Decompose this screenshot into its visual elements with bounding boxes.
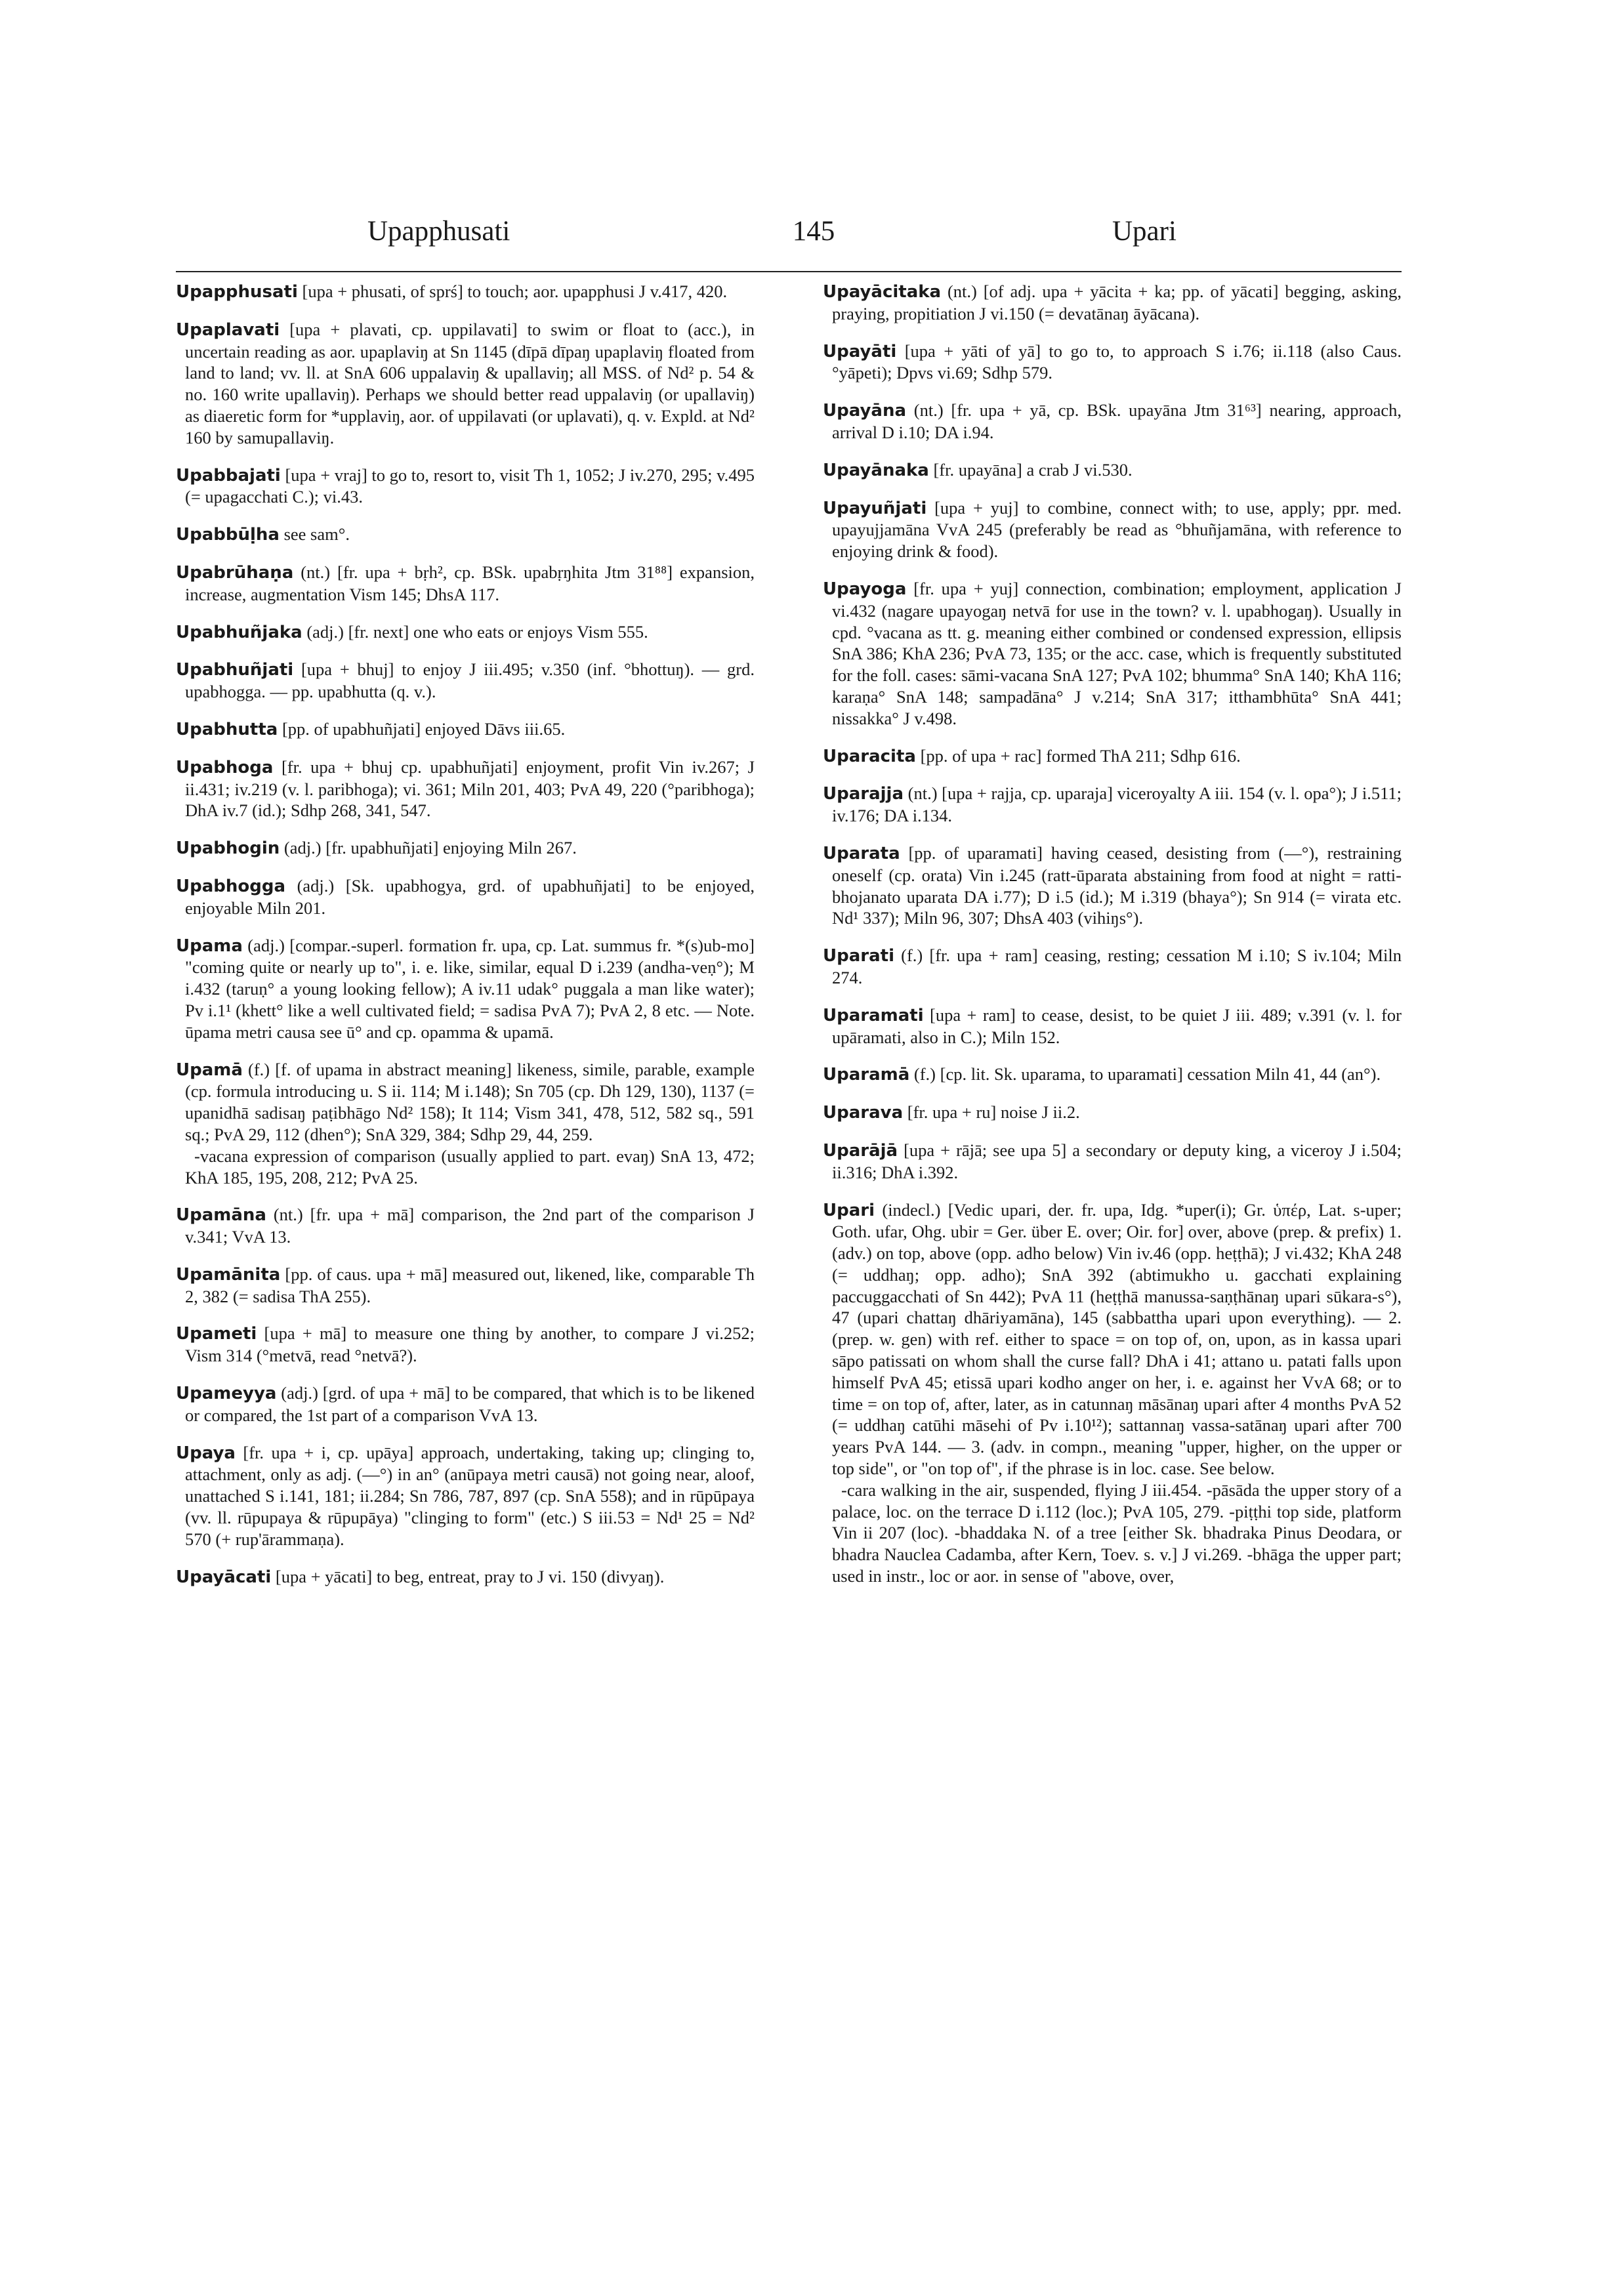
dictionary-entry [176, 524, 755, 546]
entry-headword: Uparajja [823, 784, 904, 804]
entry-definition: (nt.) [upa + rajja, cp. uparaja] viceroyalty A iii. 154 (v. l. opa°); J i.511; iv.176; DA i.134. [832, 783, 1402, 826]
entry-headword: Upamānita [176, 1264, 281, 1285]
dictionary-entry [176, 621, 755, 644]
entry-headword: Upaplavati [176, 320, 280, 340]
dictionary-entry [823, 945, 1402, 989]
header-rule [176, 271, 1402, 272]
entry-definition: [fr. upa + yuj] connection, combination; employment, application J vi.432 (nagare upayogaŋ netvā for use in the town? v. l. upabhogaŋ). Usually in cpd. °vacana as tt. g. meaning either combined or condensed expression, ellipsis SnA 386; KhA 236; PvA 73, 135; or the acc. case, which is frequently substituted for the foll. cases: sāmi-vacana SnA 127; PvA 102; bhumma° SnA 140; KhA 116; karaṇa° SnA 148; sampadāna° J v.214; SnA 317; itthambhūta° SnA 441; nissakka° J v.498. [832, 578, 1402, 728]
entry-definition: [upa + plavati, cp. uppilavati] to swim or float to (acc.), in uncertain reading as aor. upaplaviŋ at Sn 1145 (dīpā dīpaŋ upaplaviŋ floated from land to land; vv. ll. at SnA 606 uppalaviŋ & upallaviŋ; all MSS. of Nd² p. 54 & no. 160 write upallaviŋ). Perhaps we should better read uppalaviŋ (or upallaviŋ) as diaeretic form for *upplaviŋ, aor. of uppilavati (or uplavati), q. v. Expld. at Nd² 160 by samupallaviŋ. [185, 319, 755, 447]
entry-gap [823, 827, 1402, 842]
entry-headword: Upabbūḷha [176, 525, 280, 545]
entry-headword: Upabhogin [176, 838, 280, 859]
entry-headword: Upabhutta [176, 719, 278, 739]
page-number: 145 [792, 216, 835, 247]
entry-headword: Uparamā [823, 1065, 910, 1085]
dictionary-entry [823, 1004, 1402, 1048]
right-column [823, 281, 1402, 1587]
entry-headword: Uparacita [823, 746, 916, 766]
entry-definition: [upa + yācati] to beg, entreat, pray to J vi. 150 (divyaŋ). [271, 1566, 665, 1586]
entry-headword: Upayācati [176, 1567, 272, 1587]
entry-headword: Uparamati [823, 1005, 924, 1025]
entry-definition: see sam°. [279, 524, 350, 545]
entry-definition: [pp. of caus. upa + mā] measured out, likened, like, comparable Th 2, 382 (= sadisa ThA 255). [185, 1264, 755, 1306]
entry-headword: Upayācitaka [823, 282, 942, 302]
entry-headword: Upayuñjati [823, 498, 927, 518]
running-header-left: Upapphusati [367, 216, 510, 247]
entry-gap [176, 859, 755, 875]
entry-gap [823, 1184, 1402, 1199]
dictionary-entry [176, 935, 755, 1043]
dictionary-entry [176, 1382, 755, 1426]
entry-definition: [upa + ram] to cease, desist, to be quiet J iii. 489; v.391 (v. l. for upāramati, also in C.); Miln 152. [832, 1004, 1402, 1047]
entry-definition: (indecl.) [Vedic upari, der. fr. upa, Idg. *uper(i); Gr. ὑπέρ, Lat. s-uper; Goth. ufar, Ohg. ubir = Ger. über E. over; Oir. for] over, above (prep. & prefix) 1. (adv.) on top, above (opp. adho below) Vin iv.46 (opp. heṭṭhā); J vi.432; KhA 248 (= uddhaŋ; opp. adho); SnA 392 (abtimukho u. gacchati explaining paccuggacchati of Sn 442); PvA 11 (heṭṭhā manussa-saṇṭhānaŋ upari sūkara-s°), 47 (upari chattaŋ dhāriyamāna), 145 (sabbattha upari upon everything). — 2. (prep. w. gen) with ref. either to space = on top of, on, upon, as in kassa upari sāpo patissati on whom shall the curse fall? DhA i 41; attano u. patati falls upon himself PvA 45; etissā upari kodho anger on her, i. e. against her VvA 68; or to time = on top of, after, later, as in catunnaŋ māsānaŋ upari after 4 months PvA 52 (= uddhaŋ catūhi māsehi of Pv i.10¹²); sattannaŋ vassa-satānaŋ upari after 700 years PvA 144. — 3. (adv. in compn., meaning "upper, higher, on the upper or top side", or "on top of", if the phrase is in loc. case. See below. [832, 1199, 1402, 1479]
entry-gap [176, 1367, 755, 1382]
entry-headword: Upaya [176, 1443, 236, 1463]
entry-gap [176, 1426, 755, 1442]
entry-definition: [upa + phusati, of sprś] to touch; aor. upapphusi J v.417, 420. [297, 281, 728, 301]
dictionary-entry [176, 718, 755, 741]
entry-gap [176, 449, 755, 465]
dictionary-entry [823, 497, 1402, 562]
dictionary-entry [176, 837, 755, 859]
entry-headword: Uparājā [823, 1140, 898, 1161]
entry-definition: [upa + mā] to measure one thing by another, to compare J vi.252; Vism 314 (°metvā, read °netvā?). [185, 1323, 755, 1366]
entry-headword: Upameyya [176, 1384, 277, 1404]
entry-definition: [fr. upa + ru] noise J ii.2. [903, 1102, 1080, 1123]
entry-gap [176, 1248, 755, 1264]
dictionary-entry [176, 1264, 755, 1308]
dictionary-entry [176, 875, 755, 919]
dictionary-entry [176, 1059, 755, 1146]
dictionary-entry [176, 659, 755, 703]
dictionary-entry [176, 562, 755, 606]
entry-compounds: -cara walking in the air, suspended, flying J iii.454. -pāsāda the upper story of a palace, loc. on the terrace D i.112 (loc.); PvA 105, 279. -piṭṭhi top side, platform Vin ii 207 (loc). -bhaddaka N. of a tree [either Sk. bhadraka Pinus Deodara, or bhadra Nauclea Cadamba, after Kern, Toev. s. v.] J vi.269. -bhāga the upper part; used in instr., loc or aor. in sense of "above, over, [832, 1479, 1402, 1586]
entry-definition: [upa + yuj] to combine, connect with; to use, apply; ppr. med. upayujjamāna VvA 245 (preferably be read as °bhuñjamāna, with reference to enjoying drink & food). [832, 497, 1402, 562]
entry-headword: Upabrūhaṇa [176, 562, 294, 583]
entry-headword: Upameti [176, 1324, 257, 1344]
entry-gap [176, 703, 755, 718]
running-header-right: Upari [1112, 216, 1176, 247]
entry-gap [176, 741, 755, 756]
dictionary-entry [823, 341, 1402, 384]
entry-definition: [pp. of upa + rac] formed ThA 211; Sdhp 616. [915, 745, 1241, 766]
dictionary-entry [176, 319, 755, 449]
entry-definition: (f.) [f. of upama in abstract meaning] likeness, simile, parable, example (cp. formula introducing u. S ii. 114; M i.148); Sn 705 (cp. Dh 129, 130), 1137 (= upanidhā sadisaŋ paṭibhāgo Nd² 158); It 114; Vism 341, 478, 512, 582 sq., 591 sq.; PvA 29, 112 (dhen°); SnA 329, 384; Sdhp 29, 44, 259. [185, 1059, 755, 1144]
entry-definition: [upa + rājā; see upa 5] a secondary or deputy king, a viceroy J i.504; ii.316; DhA i.392. [832, 1140, 1402, 1182]
entry-gap [176, 606, 755, 621]
entry-gap [823, 730, 1402, 745]
entry-gap [823, 562, 1402, 578]
entry-gap [176, 508, 755, 524]
entry-headword: Upayoga [823, 579, 907, 599]
entry-gap [823, 767, 1402, 783]
entry-gap [176, 1188, 755, 1204]
entry-gap [823, 929, 1402, 945]
dictionary-entry [823, 400, 1402, 444]
dictionary-entry [176, 465, 755, 508]
dictionary-entry [176, 281, 755, 303]
entry-gap [823, 482, 1402, 497]
dictionary-entry [176, 1442, 755, 1550]
dictionary-entry [823, 1199, 1402, 1479]
entry-headword: Upabhuñjati [176, 660, 294, 680]
entry-headword: Uparava [823, 1103, 904, 1123]
entry-gap [176, 821, 755, 837]
entry-definition: [pp. of uparamati] having ceased, desisting from (—°), restraining oneself (cp. orata) Vin i.245 (ratt-ūparata abstaining from food at night = ratti-bhojanato uparata DA i.77); D i.5 (id.); M i.319 (bhaya°); Sn 914 (= virata etc. Nd¹ 337); Miln 96, 307; DhsA 403 (vihiŋs°). [832, 842, 1402, 928]
dictionary-entry [823, 745, 1402, 768]
entry-gap [176, 1043, 755, 1059]
entry-gap [176, 919, 755, 935]
entry-definition: [fr. upa + i, cp. upāya] approach, undertaking, taking up; clinging to, attachment, only as adj. (—°) in an° (anūpaya metri causā) not going near, aloof, unattached S i.141, 181; ii.284; Sn 786, 787, 897 (cp. SnA 558); and in rūpūpaya (vv. ll. rūpupaya & rūpupāya) "clinging to form" (etc.) S iii.53 = Nd¹ 25 = Nd² 570 (+ rup'ārammaṇa). [185, 1442, 755, 1549]
dictionary-entry [823, 783, 1402, 827]
entry-gap [823, 1124, 1402, 1140]
dictionary-entry [176, 1566, 755, 1588]
entry-definition: (nt.) [fr. upa + bṛh², cp. BSk. upabṛŋhita Jtm 31⁸⁸] expansion, increase, augmentation Vism 145; DhsA 117. [185, 562, 755, 604]
entry-definition: (nt.) [fr. upa + mā] comparison, the 2nd part of the comparison J v.341; VvA 13. [185, 1205, 755, 1247]
dictionary-entry [823, 578, 1402, 730]
entry-gap [823, 444, 1402, 459]
entry-headword: Upamāna [176, 1205, 266, 1226]
entry-headword: Upama [176, 936, 243, 956]
entry-definition: (f.) [fr. upa + ram] ceasing, resting; cessation M i.10; S iv.104; Miln 274. [832, 945, 1402, 987]
entry-definition: [fr. upayāna] a crab J vi.530. [928, 459, 1133, 480]
dictionary-entry [176, 1204, 755, 1248]
entry-headword: Uparata [823, 843, 900, 863]
entry-gap [823, 989, 1402, 1004]
entry-headword: Upayānaka [823, 460, 929, 480]
dictionary-entry [823, 281, 1402, 325]
entry-headword: Upabbajati [176, 465, 281, 486]
entry-definition: [fr. upa + bhuj cp. upabhuñjati] enjoyment, profit Vin iv.267; J ii.431; iv.219 (v. l. paribhoga); vi. 361; Miln 201, 403; PvA 49, 220 (°paribhoga); DhA iv.7 (id.); Sdhp 268, 341, 547. [185, 756, 755, 821]
entry-headword: Upayāna [823, 401, 907, 421]
dictionary-entry [176, 1323, 755, 1367]
entry-gap [176, 303, 755, 319]
entry-definition: (adj.) [compar.-superl. formation fr. upa, cp. Lat. summus fr. *(s)ub-mo] "coming quite or nearly up to", i. e. like, similar, equal D i.239 (andha-veṇ°); M i.432 (taruṇ° a young looking fellow); A iv.11 udak° puggala a man like water); Pv i.1¹ (khett° like a well cultivated field; = sadisa PvA 7); PvA 2, 8 etc. — Note. ūpama metri causa see ū° and cp. opamma & upamā. [185, 935, 755, 1042]
entry-headword: Upayāti [823, 341, 897, 362]
entry-headword: Upabhuñjaka [176, 622, 302, 642]
entry-headword: Upari [823, 1200, 875, 1220]
entry-gap [176, 1307, 755, 1323]
entry-headword: Upabhoga [176, 757, 274, 777]
dictionary-entry [823, 1102, 1402, 1124]
entry-headword: Uparati [823, 946, 894, 966]
entry-definition: (nt.) [of adj. upa + yācita + ka; pp. of yācati] begging, asking, praying, propitiation J vi.150 (= devatānaŋ āyācana). [832, 281, 1402, 323]
dictionary-entry [823, 1140, 1402, 1184]
entry-gap [176, 643, 755, 659]
entry-definition: (adj.) [grd. of upa + mā] to be compared, that which is to be likened or compared, the 1st part of a comparison VvA 13. [185, 1383, 755, 1425]
left-column [176, 281, 755, 1588]
entry-definition: [upa + vraj] to go to, resort to, visit Th 1, 1052; J iv.270, 295; v.495 (= upagacchati C.); vi.43. [185, 465, 755, 507]
dictionary-entry [823, 1064, 1402, 1086]
entry-definition: [upa + bhuj] to enjoy J iii.495; v.350 (inf. °bhottuŋ). — grd. upabhogga. — pp. upabhutta (q. v.). [185, 659, 755, 702]
entry-definition: [pp. of upabhuñjati] enjoyed Dāvs iii.65. [278, 718, 566, 739]
entry-definition: (adj.) [fr. upabhuñjati] enjoying Miln 267. [280, 838, 577, 858]
entry-definition: [upa + yāti of yā] to go to, to approach S i.76; ii.118 (also Caus. °yāpeti); Dpvs vi.69; Sdhp 579. [832, 341, 1402, 383]
entry-gap [176, 546, 755, 562]
entry-headword: Upabhogga [176, 876, 286, 896]
entry-definition: (nt.) [fr. upa + yā, cp. BSk. upayāna Jtm 31⁶³] nearing, approach, arrival D i.10; DA i.94. [832, 400, 1402, 442]
dictionary-entry [823, 459, 1402, 482]
entry-compounds: -vacana expression of comparison (usually applied to part. evaŋ) SnA 13, 472; KhA 185, 195, 208, 212; PvA 25. [185, 1146, 755, 1188]
entry-headword: Upapphusati [176, 282, 298, 302]
dictionary-entry [823, 842, 1402, 929]
entry-gap [176, 1550, 755, 1566]
entry-definition: (adj.) [fr. next] one who eats or enjoys Vism 555. [302, 621, 648, 642]
entry-gap [823, 1048, 1402, 1064]
entry-definition: (f.) [cp. lit. Sk. uparama, to uparamati] cessation Miln 41, 44 (an°). [909, 1064, 1381, 1085]
entry-headword: Upamā [176, 1060, 243, 1080]
entry-definition: (adj.) [Sk. upabhogya, grd. of upabhuñjati] to be enjoyed, enjoyable Miln 201. [185, 875, 755, 918]
entry-gap [823, 1086, 1402, 1102]
dictionary-entry [176, 756, 755, 821]
entry-gap [823, 325, 1402, 341]
entry-gap [823, 384, 1402, 400]
